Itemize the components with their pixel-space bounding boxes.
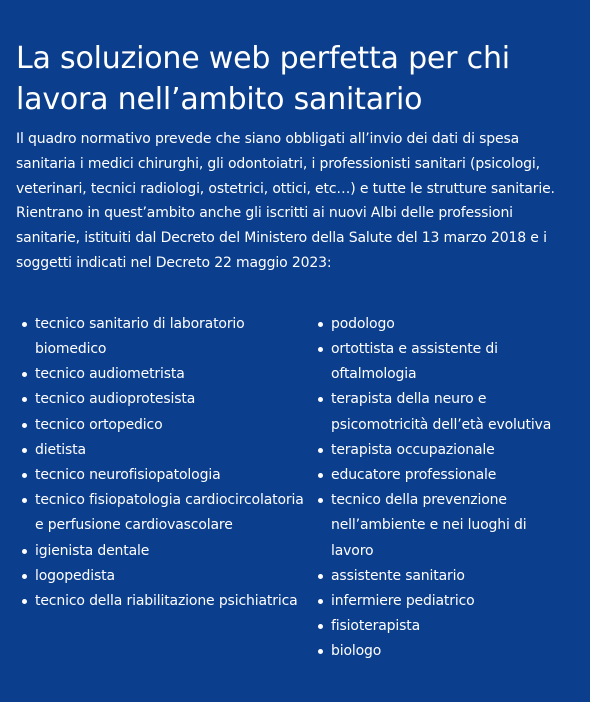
list-item: igienista dentale <box>16 539 312 564</box>
profession-list-right <box>312 312 572 665</box>
list-item: tecnico neurofisiopatologia <box>16 463 312 488</box>
list-item: logopedista <box>16 564 312 589</box>
list-item: terapista occupazionale <box>312 438 572 463</box>
list-item: infermiere pediatrico <box>312 589 572 614</box>
list-item: tecnico audioprotesista <box>16 387 312 412</box>
list-item: fisioterapista <box>312 614 572 639</box>
list-item: biologo <box>312 639 572 664</box>
list-item: tecnico sanitario di laboratorio biomedico <box>16 312 312 362</box>
intro-paragraph: Il quadro normativo prevede che siano obbligati all’invio dei dati di spesa sanitaria i medici chirurghi, gli odontoiatri, i professionisti sanitari (psicologi, veterinari, tecnici radiologi, ostetrici, ottici, etc…) e tutte le strutture sanitarie. Rientrano in quest’ambito anche gli iscritti ai nuovi Albi delle professioni sanitarie, istituiti dal Decreto del Ministero della Salute del 13 marzo 2018 e i soggetti indicati nel Decreto 22 maggio 2023: <box>16 131 555 271</box>
list-item: tecnico della prevenzione nell’ambiente e nei luoghi di lavoro <box>312 488 572 564</box>
profession-list-left <box>16 312 312 665</box>
list-item: assistente sanitario <box>312 564 572 589</box>
list-item: educatore professionale <box>312 463 572 488</box>
list-item: podologo <box>312 312 572 337</box>
profession-lists <box>16 312 590 665</box>
list-item: tecnico ortopedico <box>16 413 312 438</box>
list-item: ortottista e assistente di oftalmologia <box>312 337 572 387</box>
list-item: tecnico fisiopatologia cardiocircolatoria e perfusione cardiovascolare <box>16 488 312 538</box>
page-title: La soluzione web perfetta per chi lavora nell’ambito sanitario <box>16 41 510 117</box>
list-item: dietista <box>16 438 312 463</box>
list-item: tecnico della riabilitazione psichiatrica <box>16 589 312 614</box>
list-item: terapista della neuro e psicomotricità dell’età evolutiva <box>312 387 572 437</box>
list-item: tecnico audiometrista <box>16 362 312 387</box>
